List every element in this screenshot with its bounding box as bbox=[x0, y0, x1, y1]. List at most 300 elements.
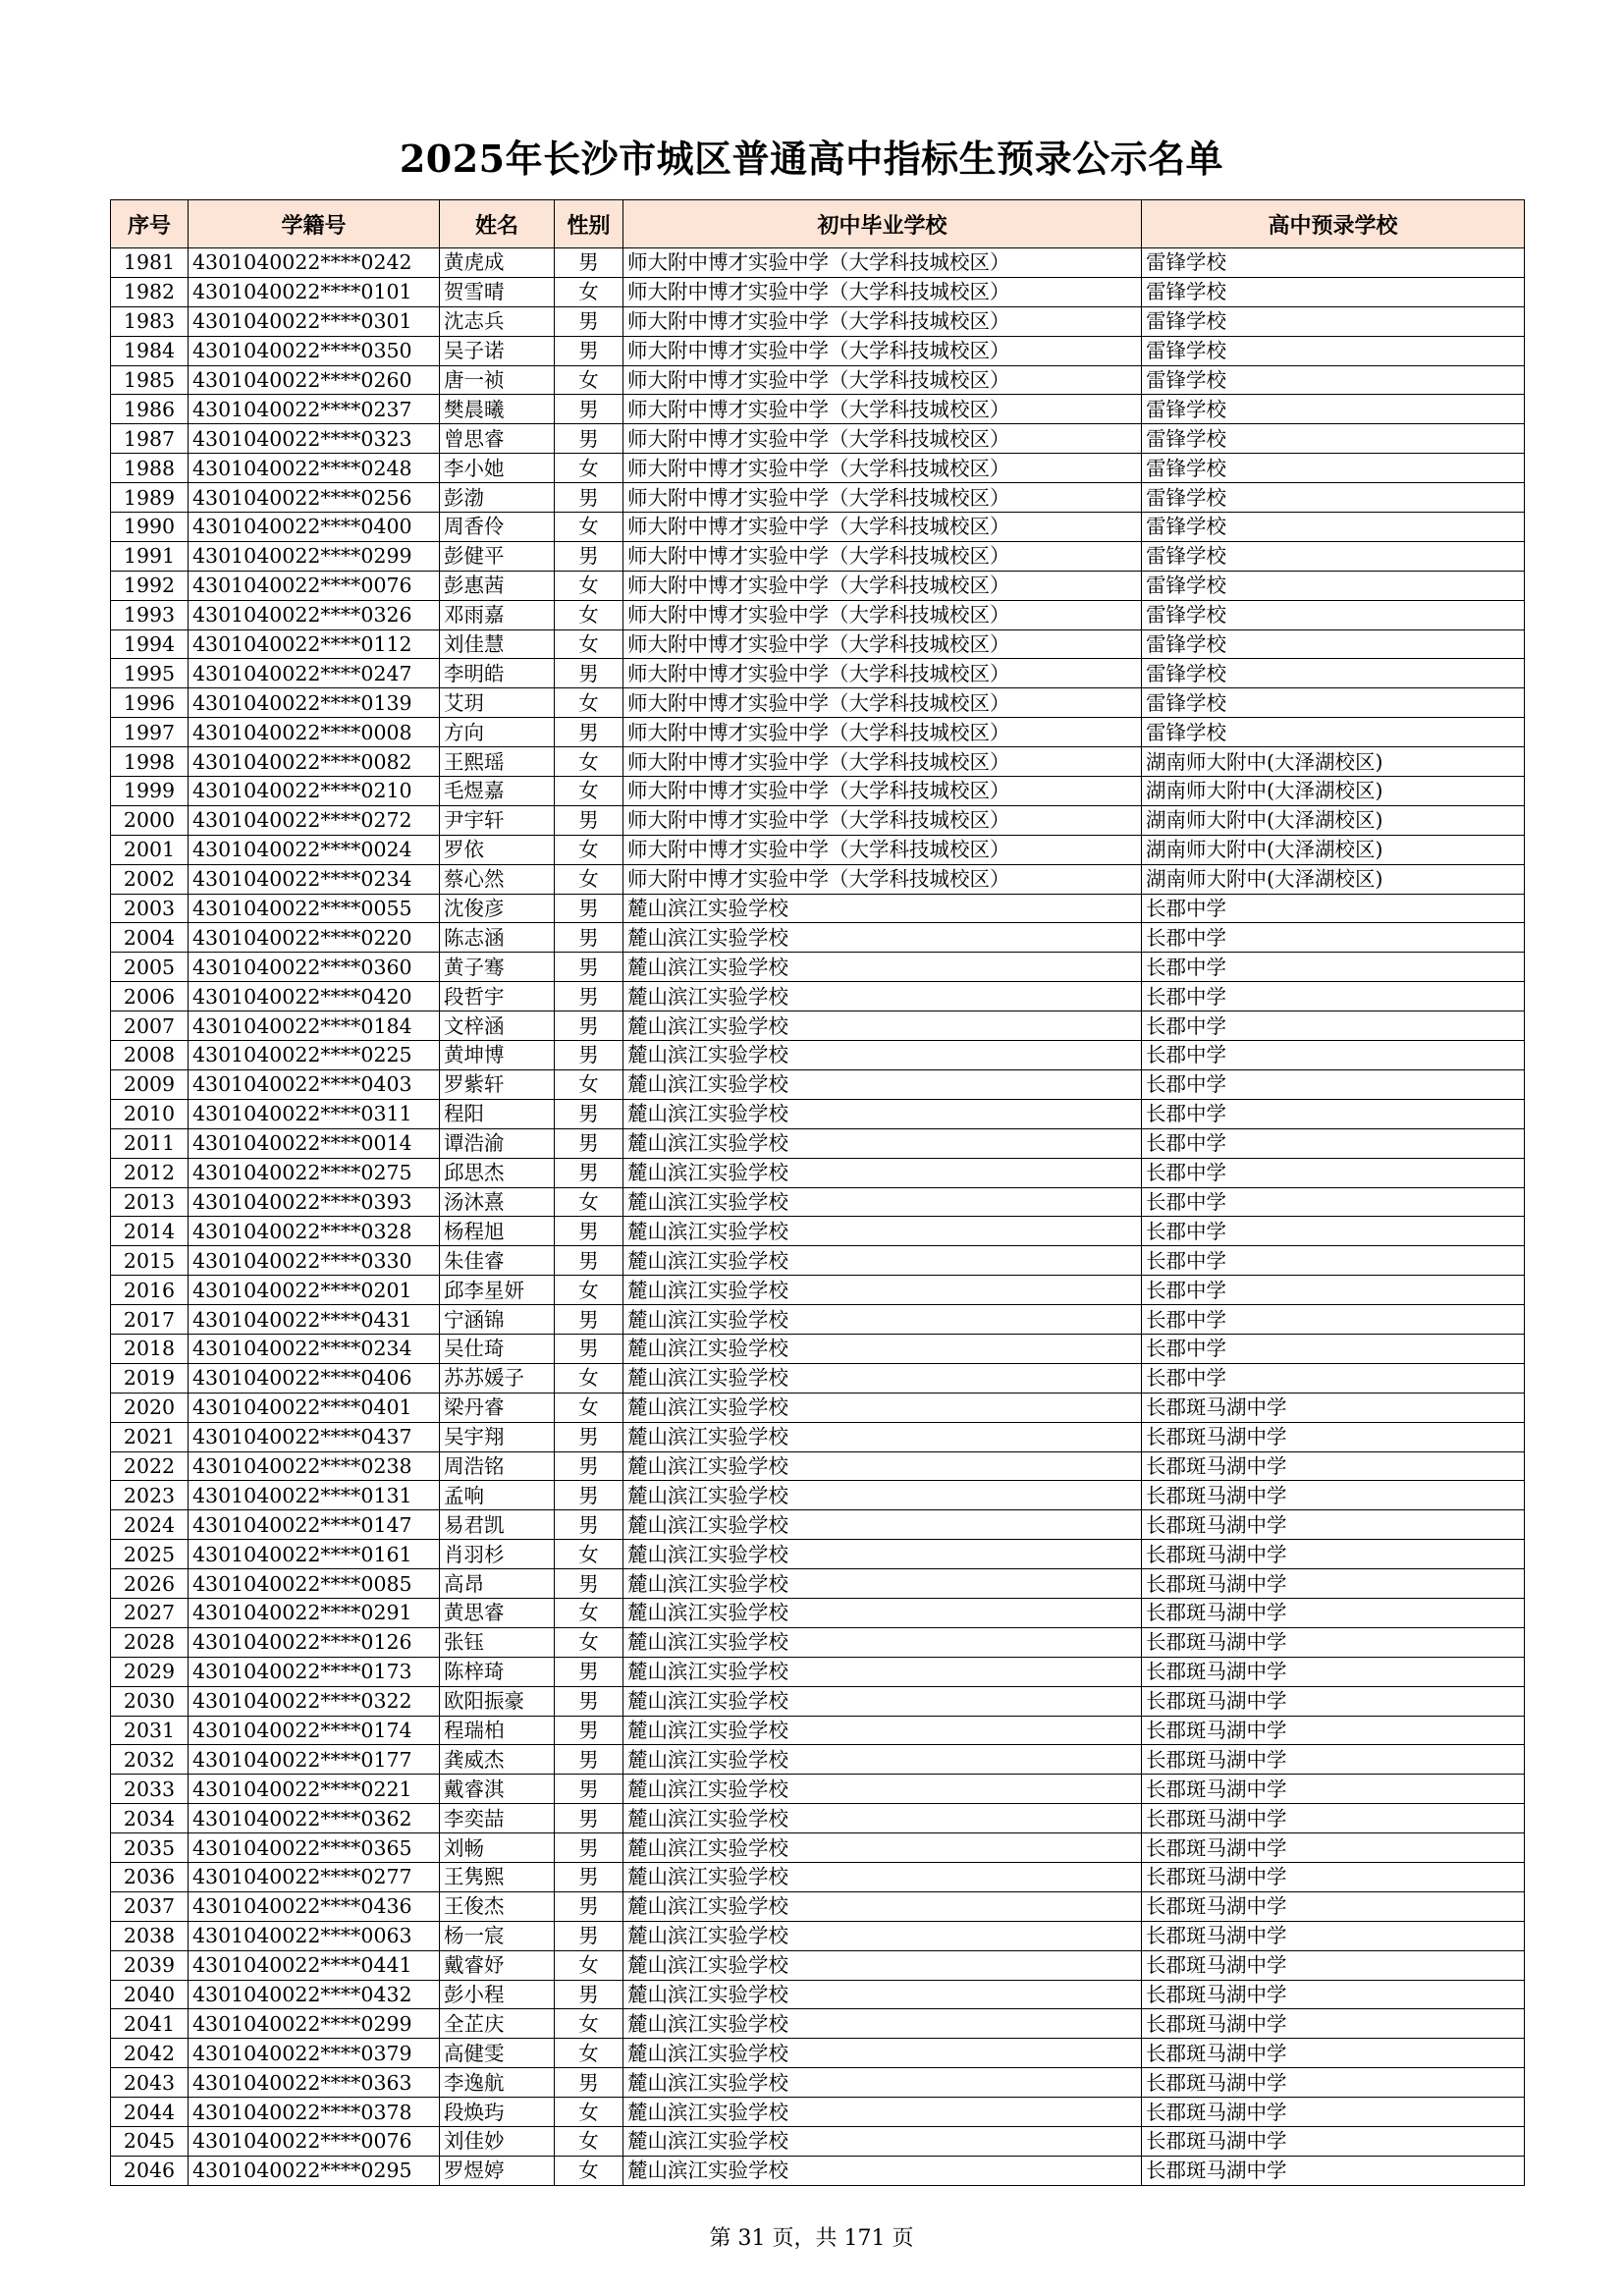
cell-seq: 2040 bbox=[111, 1980, 189, 2009]
cell-seq: 2000 bbox=[111, 805, 189, 835]
cell-gender: 男 bbox=[555, 1686, 623, 1716]
table-row bbox=[111, 1833, 1525, 1863]
cell-high-school: 长郡斑马湖中学 bbox=[1142, 2039, 1525, 2068]
cell-middle-school: 麓山滨江实验学校 bbox=[623, 1716, 1142, 1745]
table-row bbox=[111, 2098, 1525, 2127]
cell-seq: 1998 bbox=[111, 747, 189, 777]
cell-middle-school: 麓山滨江实验学校 bbox=[623, 1128, 1142, 1158]
cell-name: 欧阳振豪 bbox=[440, 1686, 555, 1716]
cell-middle-school: 师大附中博才实验中学（大学科技城校区） bbox=[623, 336, 1142, 365]
cell-high-school: 长郡斑马湖中学 bbox=[1142, 1657, 1525, 1686]
table-row bbox=[111, 2039, 1525, 2068]
table-row bbox=[111, 600, 1525, 629]
cell-student-id: 4301040022****0432 bbox=[189, 1980, 440, 2009]
cell-middle-school: 师大附中博才实验中学（大学科技城校区） bbox=[623, 835, 1142, 864]
cell-gender: 男 bbox=[555, 659, 623, 688]
cell-gender: 男 bbox=[555, 1980, 623, 2009]
cell-high-school: 雷锋学校 bbox=[1142, 424, 1525, 454]
cell-high-school: 长郡斑马湖中学 bbox=[1142, 1745, 1525, 1775]
table-row bbox=[111, 1187, 1525, 1217]
cell-name: 彭小程 bbox=[440, 1980, 555, 2009]
table-row bbox=[111, 1158, 1525, 1187]
cell-middle-school: 麓山滨江实验学校 bbox=[623, 1921, 1142, 1950]
cell-seq: 2038 bbox=[111, 1921, 189, 1950]
cell-student-id: 4301040022****0248 bbox=[189, 454, 440, 483]
table-row bbox=[111, 1627, 1525, 1657]
table-row bbox=[111, 1305, 1525, 1335]
cell-gender: 女 bbox=[555, 2039, 623, 2068]
cell-gender: 女 bbox=[555, 2098, 623, 2127]
cell-name: 樊晨曦 bbox=[440, 395, 555, 424]
cell-student-id: 4301040022****0177 bbox=[189, 1745, 440, 1775]
cell-high-school: 长郡斑马湖中学 bbox=[1142, 1422, 1525, 1451]
cell-middle-school: 师大附中博才实验中学（大学科技城校区） bbox=[623, 277, 1142, 306]
cell-student-id: 4301040022****0403 bbox=[189, 1069, 440, 1099]
cell-name: 蔡心然 bbox=[440, 864, 555, 894]
cell-seq: 2029 bbox=[111, 1657, 189, 1686]
cell-seq: 2014 bbox=[111, 1217, 189, 1246]
table-row bbox=[111, 1011, 1525, 1041]
cell-high-school: 长郡斑马湖中学 bbox=[1142, 1804, 1525, 1833]
cell-name: 李奕喆 bbox=[440, 1804, 555, 1833]
cell-high-school: 湖南师大附中(大泽湖校区) bbox=[1142, 864, 1525, 894]
cell-middle-school: 师大附中博才实验中学（大学科技城校区） bbox=[623, 306, 1142, 336]
cell-seq: 1990 bbox=[111, 513, 189, 542]
cell-seq: 2039 bbox=[111, 1950, 189, 1980]
cell-student-id: 4301040022****0291 bbox=[189, 1598, 440, 1627]
cell-student-id: 4301040022****0311 bbox=[189, 1099, 440, 1128]
cell-name: 杨程旭 bbox=[440, 1217, 555, 1246]
cell-student-id: 4301040022****0076 bbox=[189, 571, 440, 600]
cell-student-id: 4301040022****0363 bbox=[189, 2068, 440, 2098]
cell-seq: 1997 bbox=[111, 718, 189, 747]
cell-student-id: 4301040022****0221 bbox=[189, 1775, 440, 1804]
table-row bbox=[111, 1540, 1525, 1569]
cell-name: 吴仕琦 bbox=[440, 1334, 555, 1363]
cell-gender: 女 bbox=[555, 571, 623, 600]
cell-name: 唐一祯 bbox=[440, 365, 555, 395]
table-row bbox=[111, 1041, 1525, 1070]
cell-student-id: 4301040022****0299 bbox=[189, 2009, 440, 2039]
cell-name: 邱李星妍 bbox=[440, 1276, 555, 1305]
cell-seq: 1996 bbox=[111, 688, 189, 718]
cell-high-school: 湖南师大附中(大泽湖校区) bbox=[1142, 747, 1525, 777]
cell-high-school: 长郡中学 bbox=[1142, 1305, 1525, 1335]
cell-student-id: 4301040022****0322 bbox=[189, 1686, 440, 1716]
cell-high-school: 雷锋学校 bbox=[1142, 248, 1525, 278]
cell-name: 高健雯 bbox=[440, 2039, 555, 2068]
cell-name: 陈梓琦 bbox=[440, 1657, 555, 1686]
cell-name: 尹宇轩 bbox=[440, 805, 555, 835]
cell-high-school: 长郡中学 bbox=[1142, 894, 1525, 923]
cell-high-school: 长郡斑马湖中学 bbox=[1142, 1540, 1525, 1569]
table-row bbox=[111, 894, 1525, 923]
cell-high-school: 长郡中学 bbox=[1142, 923, 1525, 953]
cell-name: 毛煜嘉 bbox=[440, 777, 555, 806]
table-row bbox=[111, 777, 1525, 806]
cell-high-school: 长郡中学 bbox=[1142, 1069, 1525, 1099]
cell-seq: 2024 bbox=[111, 1510, 189, 1540]
cell-seq: 1987 bbox=[111, 424, 189, 454]
cell-name: 黄思睿 bbox=[440, 1598, 555, 1627]
cell-middle-school: 麓山滨江实验学校 bbox=[623, 1745, 1142, 1775]
cell-student-id: 4301040022****0247 bbox=[189, 659, 440, 688]
cell-gender: 女 bbox=[555, 1598, 623, 1627]
cell-seq: 2007 bbox=[111, 1011, 189, 1041]
roster-body bbox=[111, 248, 1525, 2186]
cell-student-id: 4301040022****0173 bbox=[189, 1657, 440, 1686]
cell-student-id: 4301040022****0014 bbox=[189, 1128, 440, 1158]
cell-gender: 男 bbox=[555, 1422, 623, 1451]
cell-student-id: 4301040022****0420 bbox=[189, 982, 440, 1011]
cell-seq: 2017 bbox=[111, 1305, 189, 1335]
cell-middle-school: 麓山滨江实验学校 bbox=[623, 1569, 1142, 1599]
cell-high-school: 长郡斑马湖中学 bbox=[1142, 1686, 1525, 1716]
cell-high-school: 长郡中学 bbox=[1142, 1276, 1525, 1305]
cell-seq: 2010 bbox=[111, 1099, 189, 1128]
cell-name: 艾玥 bbox=[440, 688, 555, 718]
cell-high-school: 长郡斑马湖中学 bbox=[1142, 2127, 1525, 2157]
cell-gender: 女 bbox=[555, 1069, 623, 1099]
cell-gender: 男 bbox=[555, 1217, 623, 1246]
cell-gender: 女 bbox=[555, 513, 623, 542]
cell-gender: 女 bbox=[555, 1276, 623, 1305]
cell-high-school: 长郡中学 bbox=[1142, 1246, 1525, 1276]
cell-name: 龚威杰 bbox=[440, 1745, 555, 1775]
table-row bbox=[111, 923, 1525, 953]
cell-seq: 2016 bbox=[111, 1276, 189, 1305]
cell-student-id: 4301040022****0201 bbox=[189, 1276, 440, 1305]
cell-name: 高昂 bbox=[440, 1569, 555, 1599]
cell-middle-school: 麓山滨江实验学校 bbox=[623, 1422, 1142, 1451]
cell-name: 吴宇翔 bbox=[440, 1422, 555, 1451]
cell-student-id: 4301040022****0406 bbox=[189, 1363, 440, 1393]
cell-seq: 2022 bbox=[111, 1451, 189, 1481]
cell-high-school: 雷锋学校 bbox=[1142, 277, 1525, 306]
cell-name: 刘佳妙 bbox=[440, 2127, 555, 2157]
cell-name: 罗紫轩 bbox=[440, 1069, 555, 1099]
cell-gender: 男 bbox=[555, 541, 623, 571]
cell-gender: 男 bbox=[555, 483, 623, 513]
cell-gender: 女 bbox=[555, 777, 623, 806]
cell-middle-school: 麓山滨江实验学校 bbox=[623, 1011, 1142, 1041]
cell-student-id: 4301040022****0147 bbox=[189, 1510, 440, 1540]
cell-student-id: 4301040022****0350 bbox=[189, 336, 440, 365]
col-header-middle-school: 初中毕业学校 bbox=[623, 200, 1142, 248]
cell-high-school: 雷锋学校 bbox=[1142, 571, 1525, 600]
cell-seq: 2005 bbox=[111, 953, 189, 982]
cell-name: 彭渤 bbox=[440, 483, 555, 513]
cell-gender: 男 bbox=[555, 248, 623, 278]
cell-high-school: 长郡斑马湖中学 bbox=[1142, 1950, 1525, 1980]
cell-gender: 男 bbox=[555, 1657, 623, 1686]
cell-high-school: 长郡斑马湖中学 bbox=[1142, 1598, 1525, 1627]
table-row bbox=[111, 1246, 1525, 1276]
col-header-high-school: 高中预录学校 bbox=[1142, 200, 1525, 248]
cell-name: 罗煜婷 bbox=[440, 2156, 555, 2185]
cell-name: 朱佳睿 bbox=[440, 1246, 555, 1276]
cell-seq: 2028 bbox=[111, 1627, 189, 1657]
cell-name: 王熙瑶 bbox=[440, 747, 555, 777]
cell-high-school: 长郡中学 bbox=[1142, 1158, 1525, 1187]
cell-name: 肖羽杉 bbox=[440, 1540, 555, 1569]
cell-middle-school: 师大附中博才实验中学（大学科技城校区） bbox=[623, 395, 1142, 424]
cell-gender: 男 bbox=[555, 1334, 623, 1363]
cell-middle-school: 麓山滨江实验学校 bbox=[623, 1950, 1142, 1980]
cell-middle-school: 师大附中博才实验中学（大学科技城校区） bbox=[623, 571, 1142, 600]
table-row bbox=[111, 1481, 1525, 1510]
cell-name: 苏苏媛子 bbox=[440, 1363, 555, 1393]
cell-middle-school: 麓山滨江实验学校 bbox=[623, 1481, 1142, 1510]
cell-middle-school: 麓山滨江实验学校 bbox=[623, 1833, 1142, 1863]
cell-high-school: 长郡中学 bbox=[1142, 1041, 1525, 1070]
table-row bbox=[111, 953, 1525, 982]
cell-middle-school: 麓山滨江实验学校 bbox=[623, 1657, 1142, 1686]
cell-middle-school: 麓山滨江实验学校 bbox=[623, 1598, 1142, 1627]
cell-seq: 1981 bbox=[111, 248, 189, 278]
cell-seq: 2030 bbox=[111, 1686, 189, 1716]
cell-middle-school: 麓山滨江实验学校 bbox=[623, 1891, 1142, 1921]
cell-name: 王隽熙 bbox=[440, 1862, 555, 1891]
cell-high-school: 长郡斑马湖中学 bbox=[1142, 1569, 1525, 1599]
table-row bbox=[111, 1569, 1525, 1599]
cell-middle-school: 麓山滨江实验学校 bbox=[623, 1334, 1142, 1363]
cell-seq: 2025 bbox=[111, 1540, 189, 1569]
cell-student-id: 4301040022****0237 bbox=[189, 395, 440, 424]
table-row bbox=[111, 248, 1525, 278]
cell-high-school: 长郡中学 bbox=[1142, 1187, 1525, 1217]
cell-seq: 1995 bbox=[111, 659, 189, 688]
table-row bbox=[111, 1980, 1525, 2009]
cell-high-school: 长郡中学 bbox=[1142, 1363, 1525, 1393]
cell-name: 方向 bbox=[440, 718, 555, 747]
table-row bbox=[111, 629, 1525, 659]
table-row bbox=[111, 718, 1525, 747]
cell-gender: 女 bbox=[555, 864, 623, 894]
cell-student-id: 4301040022****0301 bbox=[189, 306, 440, 336]
cell-middle-school: 麓山滨江实验学校 bbox=[623, 982, 1142, 1011]
cell-gender: 男 bbox=[555, 1099, 623, 1128]
cell-gender: 男 bbox=[555, 1011, 623, 1041]
cell-name: 沈俊彦 bbox=[440, 894, 555, 923]
cell-student-id: 4301040022****0299 bbox=[189, 541, 440, 571]
cell-middle-school: 师大附中博才实验中学（大学科技城校区） bbox=[623, 424, 1142, 454]
cell-seq: 2021 bbox=[111, 1422, 189, 1451]
cell-student-id: 4301040022****0323 bbox=[189, 424, 440, 454]
cell-student-id: 4301040022****0238 bbox=[189, 1451, 440, 1481]
cell-seq: 2019 bbox=[111, 1363, 189, 1393]
cell-high-school: 长郡中学 bbox=[1142, 1099, 1525, 1128]
cell-gender: 男 bbox=[555, 336, 623, 365]
cell-student-id: 4301040022****0112 bbox=[189, 629, 440, 659]
cell-high-school: 长郡中学 bbox=[1142, 953, 1525, 982]
table-row bbox=[111, 835, 1525, 864]
cell-student-id: 4301040022****0063 bbox=[189, 1921, 440, 1950]
cell-high-school: 长郡斑马湖中学 bbox=[1142, 1775, 1525, 1804]
cell-seq: 2035 bbox=[111, 1833, 189, 1863]
cell-name: 邓雨嘉 bbox=[440, 600, 555, 629]
cell-student-id: 4301040022****0328 bbox=[189, 1217, 440, 1246]
cell-name: 易君凯 bbox=[440, 1510, 555, 1540]
cell-student-id: 4301040022****0441 bbox=[189, 1950, 440, 1980]
table-row bbox=[111, 747, 1525, 777]
cell-seq: 2032 bbox=[111, 1745, 189, 1775]
cell-seq: 2015 bbox=[111, 1246, 189, 1276]
cell-middle-school: 麓山滨江实验学校 bbox=[623, 1862, 1142, 1891]
cell-seq: 2037 bbox=[111, 1891, 189, 1921]
cell-student-id: 4301040022****0256 bbox=[189, 483, 440, 513]
cell-gender: 女 bbox=[555, 688, 623, 718]
cell-seq: 2033 bbox=[111, 1775, 189, 1804]
col-header-name: 姓名 bbox=[440, 200, 555, 248]
cell-gender: 男 bbox=[555, 1921, 623, 1950]
cell-high-school: 长郡斑马湖中学 bbox=[1142, 1451, 1525, 1481]
table-row bbox=[111, 1745, 1525, 1775]
cell-gender: 男 bbox=[555, 395, 623, 424]
cell-student-id: 4301040022****0378 bbox=[189, 2098, 440, 2127]
cell-gender: 女 bbox=[555, 600, 623, 629]
cell-high-school: 雷锋学校 bbox=[1142, 629, 1525, 659]
cell-high-school: 长郡斑马湖中学 bbox=[1142, 1921, 1525, 1950]
table-row bbox=[111, 306, 1525, 336]
cell-gender: 女 bbox=[555, 277, 623, 306]
cell-middle-school: 麓山滨江实验学校 bbox=[623, 2009, 1142, 2039]
cell-gender: 男 bbox=[555, 894, 623, 923]
cell-seq: 2018 bbox=[111, 1334, 189, 1363]
cell-high-school: 长郡斑马湖中学 bbox=[1142, 2098, 1525, 2127]
cell-student-id: 4301040022****0126 bbox=[189, 1627, 440, 1657]
cell-seq: 2043 bbox=[111, 2068, 189, 2098]
cell-high-school: 湖南师大附中(大泽湖校区) bbox=[1142, 805, 1525, 835]
table-row bbox=[111, 2127, 1525, 2157]
cell-gender: 女 bbox=[555, 1627, 623, 1657]
cell-middle-school: 麓山滨江实验学校 bbox=[623, 2127, 1142, 2157]
cell-student-id: 4301040022****0362 bbox=[189, 1804, 440, 1833]
page-title: 2025年长沙市城区普通高中指标生预录公示名单 bbox=[399, 137, 1224, 181]
table-row bbox=[111, 1276, 1525, 1305]
cell-gender: 男 bbox=[555, 1041, 623, 1070]
cell-middle-school: 麓山滨江实验学校 bbox=[623, 1451, 1142, 1481]
cell-name: 张钰 bbox=[440, 1627, 555, 1657]
cell-middle-school: 麓山滨江实验学校 bbox=[623, 1627, 1142, 1657]
cell-student-id: 4301040022****0174 bbox=[189, 1716, 440, 1745]
col-header-seq: 序号 bbox=[111, 200, 189, 248]
cell-name: 周香伶 bbox=[440, 513, 555, 542]
cell-student-id: 4301040022****0365 bbox=[189, 1833, 440, 1863]
table-row bbox=[111, 1598, 1525, 1627]
cell-high-school: 湖南师大附中(大泽湖校区) bbox=[1142, 835, 1525, 864]
cell-high-school: 长郡斑马湖中学 bbox=[1142, 1833, 1525, 1863]
cell-middle-school: 师大附中博才实验中学（大学科技城校区） bbox=[623, 248, 1142, 278]
cell-high-school: 雷锋学校 bbox=[1142, 454, 1525, 483]
cell-middle-school: 麓山滨江实验学校 bbox=[623, 1775, 1142, 1804]
cell-high-school: 长郡斑马湖中学 bbox=[1142, 1980, 1525, 2009]
cell-name: 谭浩渝 bbox=[440, 1128, 555, 1158]
table-row bbox=[111, 1510, 1525, 1540]
cell-high-school: 长郡中学 bbox=[1142, 982, 1525, 1011]
cell-gender: 男 bbox=[555, 1833, 623, 1863]
cell-high-school: 长郡斑马湖中学 bbox=[1142, 1716, 1525, 1745]
table-row bbox=[111, 365, 1525, 395]
cell-seq: 2045 bbox=[111, 2127, 189, 2157]
cell-middle-school: 师大附中博才实验中学（大学科技城校区） bbox=[623, 805, 1142, 835]
cell-middle-school: 师大附中博才实验中学（大学科技城校区） bbox=[623, 659, 1142, 688]
header-row bbox=[111, 200, 1525, 248]
cell-name: 段焕玙 bbox=[440, 2098, 555, 2127]
cell-seq: 2031 bbox=[111, 1716, 189, 1745]
cell-gender: 男 bbox=[555, 2068, 623, 2098]
cell-middle-school: 师大附中博才实验中学（大学科技城校区） bbox=[623, 541, 1142, 571]
cell-student-id: 4301040022****0326 bbox=[189, 600, 440, 629]
cell-gender: 男 bbox=[555, 1305, 623, 1335]
cell-name: 戴睿妤 bbox=[440, 1950, 555, 1980]
cell-gender: 男 bbox=[555, 1246, 623, 1276]
cell-seq: 2002 bbox=[111, 864, 189, 894]
cell-gender: 男 bbox=[555, 1804, 623, 1833]
cell-student-id: 4301040022****0275 bbox=[189, 1158, 440, 1187]
cell-student-id: 4301040022****0272 bbox=[189, 805, 440, 835]
cell-middle-school: 师大附中博才实验中学（大学科技城校区） bbox=[623, 688, 1142, 718]
cell-seq: 2011 bbox=[111, 1128, 189, 1158]
cell-student-id: 4301040022****0234 bbox=[189, 1334, 440, 1363]
table-row bbox=[111, 659, 1525, 688]
cell-middle-school: 师大附中博才实验中学（大学科技城校区） bbox=[623, 365, 1142, 395]
cell-high-school: 长郡斑马湖中学 bbox=[1142, 1627, 1525, 1657]
table-row bbox=[111, 805, 1525, 835]
cell-student-id: 4301040022****0131 bbox=[189, 1481, 440, 1510]
cell-gender: 女 bbox=[555, 1393, 623, 1422]
cell-student-id: 4301040022****0076 bbox=[189, 2127, 440, 2157]
cell-high-school: 雷锋学校 bbox=[1142, 365, 1525, 395]
cell-student-id: 4301040022****0085 bbox=[189, 1569, 440, 1599]
cell-high-school: 雷锋学校 bbox=[1142, 395, 1525, 424]
cell-name: 戴睿淇 bbox=[440, 1775, 555, 1804]
table-row bbox=[111, 1217, 1525, 1246]
cell-seq: 2013 bbox=[111, 1187, 189, 1217]
table-row bbox=[111, 1363, 1525, 1393]
table-row bbox=[111, 571, 1525, 600]
cell-gender: 男 bbox=[555, 1569, 623, 1599]
cell-student-id: 4301040022****0330 bbox=[189, 1246, 440, 1276]
table-row bbox=[111, 1686, 1525, 1716]
col-header-gender: 性别 bbox=[555, 200, 623, 248]
cell-name: 邱思杰 bbox=[440, 1158, 555, 1187]
cell-middle-school: 师大附中博才实验中学（大学科技城校区） bbox=[623, 777, 1142, 806]
cell-name: 王俊杰 bbox=[440, 1891, 555, 1921]
cell-student-id: 4301040022****0401 bbox=[189, 1393, 440, 1422]
table-row bbox=[111, 513, 1525, 542]
cell-middle-school: 麓山滨江实验学校 bbox=[623, 2039, 1142, 2068]
cell-middle-school: 麓山滨江实验学校 bbox=[623, 1305, 1142, 1335]
cell-student-id: 4301040022****0379 bbox=[189, 2039, 440, 2068]
cell-name: 段哲宇 bbox=[440, 982, 555, 1011]
cell-gender: 女 bbox=[555, 365, 623, 395]
col-header-student-id: 学籍号 bbox=[189, 200, 440, 248]
cell-middle-school: 麓山滨江实验学校 bbox=[623, 2156, 1142, 2185]
cell-name: 梁丹睿 bbox=[440, 1393, 555, 1422]
cell-high-school: 长郡斑马湖中学 bbox=[1142, 1393, 1525, 1422]
cell-student-id: 4301040022****0161 bbox=[189, 1540, 440, 1569]
cell-high-school: 雷锋学校 bbox=[1142, 336, 1525, 365]
cell-high-school: 长郡斑马湖中学 bbox=[1142, 2068, 1525, 2098]
cell-middle-school: 麓山滨江实验学校 bbox=[623, 1363, 1142, 1393]
table-row bbox=[111, 688, 1525, 718]
table-row bbox=[111, 395, 1525, 424]
cell-student-id: 4301040022****0225 bbox=[189, 1041, 440, 1070]
table-row bbox=[111, 1775, 1525, 1804]
cell-name: 李明皓 bbox=[440, 659, 555, 688]
cell-middle-school: 麓山滨江实验学校 bbox=[623, 1246, 1142, 1276]
